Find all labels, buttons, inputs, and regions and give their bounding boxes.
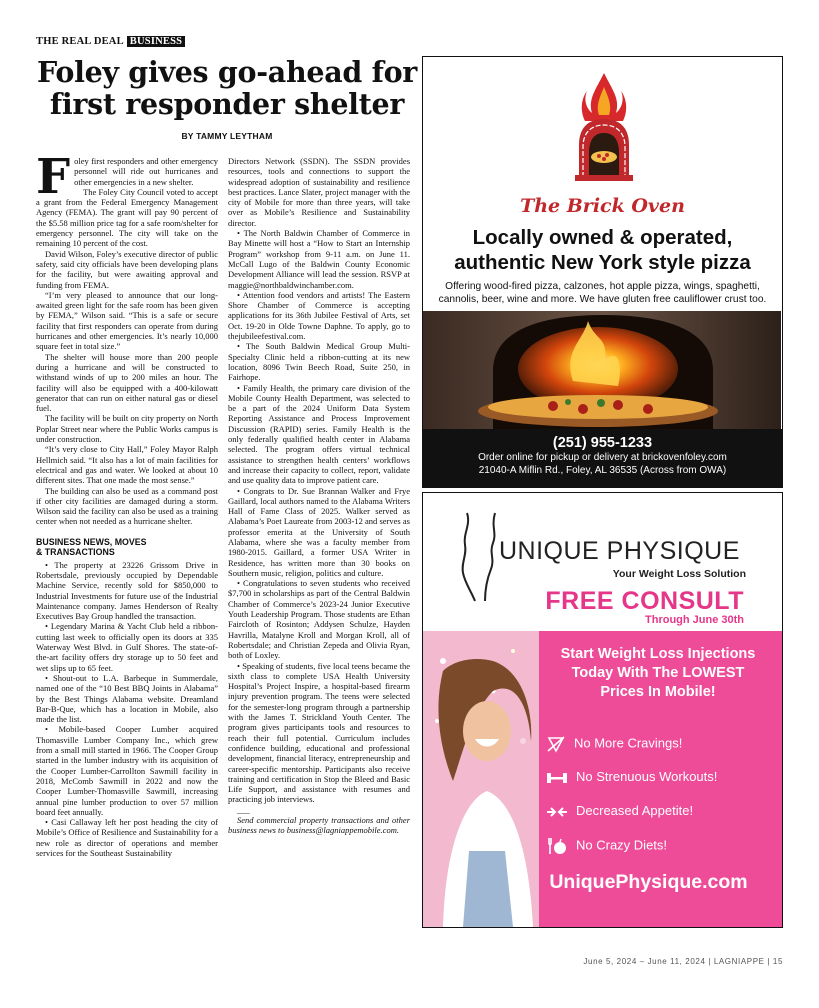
news-item: • Attention food vendors and artists! The Eastern Shore Chamber of Commerce is accepting applications for its 36th Jubilee Festival of Arts, set Oct. 19-20 in Olde Towne Daphne. To apply, go to thejubileefestival.com. (228, 289, 410, 342)
paragraph: The shelter will house more than 200 people during a hurricane and will be constructed to withstand winds of up to 200 miles an hour. The facility will also be equipped with a 400-kilowatt generator that can run on either natural gas or diesel fuel. (36, 351, 218, 414)
paragraph: “It’s very close to City Hall,” Foley Mayor Ralph Hellmich said. “It also has a lot of main facilities for electrical and gas and water. We looked at about 10 different sites. That one made the most sense.” (36, 444, 218, 486)
paragraph: oley first responders and other emergency personnel will ride out hurricanes and other emergencies in a new shelter. (74, 156, 218, 187)
news-item: • Mobile-based Cooper Lumber acquired Thomasville Lumber Company Inc., which grew from a small mill started in 1966. The Cooper Group started in the lumber industry with its acquisition of the Cooper Lumber-Carrollton Sawmill facility in 2018, McComb Sawmill in 2022 and now the Cooper Lumber-Thomasville Sawmill, increasing annual pine lumber production to over 57 million board feet annually. (36, 724, 218, 817)
feature-label: Decreased Appetite! (576, 803, 694, 818)
paragraph: David Wilson, Foley’s executive director of public safety, said city officials have been developing plans for the facility, but were awaiting approval and funding from FEMA. (36, 248, 218, 290)
pizza-oven-photo (423, 311, 781, 433)
paragraph: The Foley City Council voted to accept a grant from the Federal Emergency Management Agency (FEMA). The grant will pay 90 percent of the $5.58 million price tag for a safe room/shelter for emergency personnel. The city will take on the remaining 10 percent of the cost. (36, 186, 218, 249)
article-column-2 (228, 156, 410, 936)
subhead-line-2: & TRANSACTIONS (36, 547, 115, 558)
offer-date: Through June 30th (645, 614, 744, 626)
paragraph: The building can also be used as a command post if other city facilities are damaged during a storm. Wilson said the facility can also be used as a training center when not needed as a hurricane shelter. (36, 485, 218, 527)
feature-label: No More Cravings! (574, 735, 683, 751)
drop-cap: F (36, 156, 71, 205)
brick-oven-ad[interactable] (422, 56, 783, 488)
news-item: • Congratulations to seven students who received $7,700 in scholarships as part of the Central Baldwin Chamber of Commerce’s 2023-24 Junior Executive Youth Leadership Program. Those students are Ethan Faircloth of Rosinton; Addysen Schulze, Hayden Havrilla, Matalyne Kroll and Morgan Kroll, all of Robertsdale; and Christian Zepeda and Olivia Ryan, both of Loxley. (228, 578, 410, 661)
feature-item (546, 735, 682, 753)
free-consult: FREE CONSULT (545, 587, 744, 615)
news-item: • Legendary Marina & Yacht Club held a ribbon-cutting last week to officially open its doors at 335 Waterway West Blvd. in Gulf Shores. The state-of-the-art facility offers dry storage up to 50 feet and wet slips up to 65 feet. (36, 621, 218, 673)
tagline-line-2: authentic New York style pizza (454, 251, 751, 274)
article-byline: BY TAMMY LEYTHAM (181, 131, 273, 141)
section-tag: BUSINESS (127, 36, 185, 47)
paragraph: The facility will be built on city property on North Poplar Street near where the Public Works campus is under construction. (36, 413, 218, 445)
news-item: • The North Baldwin Chamber of Commerce in Bay Minette will host a “How to Start an Internship Program” workshop from 9-11 a.m. on June 11. McCall Lugo of the Baldwin County Economic Development Alliance will lead the session. RSVP at maggie@northbaldwinchamber.com. (228, 228, 410, 290)
feature-item (546, 803, 693, 820)
news-subhead (36, 537, 218, 558)
brick-oven-brand: The Brick Oven (520, 195, 685, 217)
feature-item (546, 837, 667, 855)
page-folio: June 5, 2024 – June 11, 2024 | LAGNIAPPE | 15 (583, 957, 783, 966)
news-item: • Shout-out to L.A. Barbeque in Summerdale, named one of the “10 Best BBQ Joints in Alabama” by the Best Things Alabama website. Dreamland Bar-B-Que, which has a location in Mobile, also made the list. (36, 672, 218, 725)
news-item: • The property at 23226 Grissom Drive in Robertsdale, previously occupied by Dependable Machine Service, recently sold for $850,000 to Industrial Investments for future use of the Industrial Maintenance company. James Henderson of Realty Executives Bay Group handled the transaction. (36, 559, 218, 622)
promo-panel (423, 631, 782, 927)
feature-item (546, 769, 717, 786)
tagline-line-1: Locally owned & operated, (472, 226, 733, 249)
section-title: THE REAL DEAL (36, 36, 124, 47)
brick-oven-order[interactable]: Order online for pickup or delivery at brickovenfoley.com (478, 452, 727, 463)
brick-oven-contact (423, 429, 782, 488)
paragraph: Directors Network (SSDN). The SSDN provides resources, tools and connections to support the widespread adoption of sustainability and resilience best practices. Lance Slater, project manager with the city of Mobile for more than three years, will take over as Mobile’s Resilience and Sustainability director. (228, 156, 410, 228)
unique-physique-subtitle: Your Weight Loss Solution (612, 568, 746, 580)
fork-apple-icon (546, 837, 568, 855)
unique-physique-name: UNIQUE PHYSIQUE (499, 537, 740, 565)
paragraph: “I’m very pleased to announce that our long-awaited green light for the safe room has been given by FEMA,” Wilson said. “This is a safe or secure facility that first responders can operate from during hurricanes and other emergencies. It’s nearly 10,000 square feet in total size.” (36, 289, 218, 352)
feature-label: No Crazy Diets! (576, 837, 668, 853)
subhead-line-1: BUSINESS NEWS, MOVES (36, 536, 147, 547)
article-headline: Foley gives go-ahead for first responder shelter (36, 55, 418, 121)
promo-headline: Start Weight Loss Injections Today With The LOWEST Prices In Mobile! (560, 646, 756, 700)
news-item: • Casi Callaway left her post heading the city of Mobile’s Office of Resilience and Sustainability for a new role as director of operations and member services for the Southeast Sustainability (36, 817, 218, 858)
arrows-in-icon (546, 804, 568, 820)
section-label (36, 36, 185, 47)
news-item: • The South Baldwin Medical Group Multi-Specialty Clinic held a ribbon-cutting at its new location, 8096 Twin Beech Road, Suite 250, in Fairhope. (228, 341, 410, 383)
brick-oven-tagline (423, 225, 782, 275)
feature-label: No Strenuous Workouts! (576, 769, 718, 784)
brick-oven-offerings: Offering wood-fired pizza, calzones, hot apple pizza, wings, spaghetti, cannolis, beer, wine and more. We have gluten free cauliflower crust too. (438, 281, 767, 305)
no-cravings-icon (546, 735, 566, 753)
unique-physique-website[interactable]: UniquePhysique.com (549, 871, 748, 893)
news-item: • Family Health, the primary care division of the Mobile County Health Department, was selected to be a part of the 2024 Uniform Data System Reporting Assistance and Process Improvement Discussion (RAPID) series. Family Health is the only federally qualified health center in Alabama selected. The program offers virtual technical assistance to strengthen health centers’ workflows and increase their capacity to collect, report, validate and use quality data to improve patient care. (228, 382, 410, 486)
divider: ___ (237, 804, 250, 815)
article-column-1 (36, 156, 218, 931)
brick-oven-address: 21040-A Miflin Rd., Foley, AL 36535 (Across from OWA) (478, 465, 727, 476)
unique-physique-ad[interactable] (422, 492, 783, 928)
brick-oven-phone[interactable]: (251) 955-1233 (552, 435, 653, 451)
pizza-oven-logo-icon (575, 69, 633, 187)
news-item: • Congrats to Dr. Sue Brannan Walker and Frye Gaillard, local authors named to the Alabama Writers Hall of Fame Class of 2025. Walker served as Alabama’s Poet Laureate from 2003-12 and serves as professor emerita at the University of South Alabama, where she was a faculty member from 1980-2015. Gaillard, a former USA Writer in Residence, has written more than 30 books on Southern music, religion, politics and culture. (228, 485, 410, 578)
article-footnote: Send commercial property transactions and other business news to business@lagniappemobile.com. (228, 815, 410, 836)
dumbbell-icon (546, 770, 568, 786)
news-item: • Speaking of students, five local teens became the sixth class to complete USA Health University Hospital’s Project Inspire, a hospital-based firearm injury prevention program. The teens were selected for the semester-long program through a partnership with the James T. Strickland Youth Center. The program gives participants tools and resources to reach their full potential. Curriculum includes confidence building, educational and professional development, financial literacy, entrepreneurship and career-specific mentorship. Participants also receive training and certification in Stop the Bleed and Basic Life Support, and assistance with resumes and practicing job interviews. (228, 660, 410, 805)
